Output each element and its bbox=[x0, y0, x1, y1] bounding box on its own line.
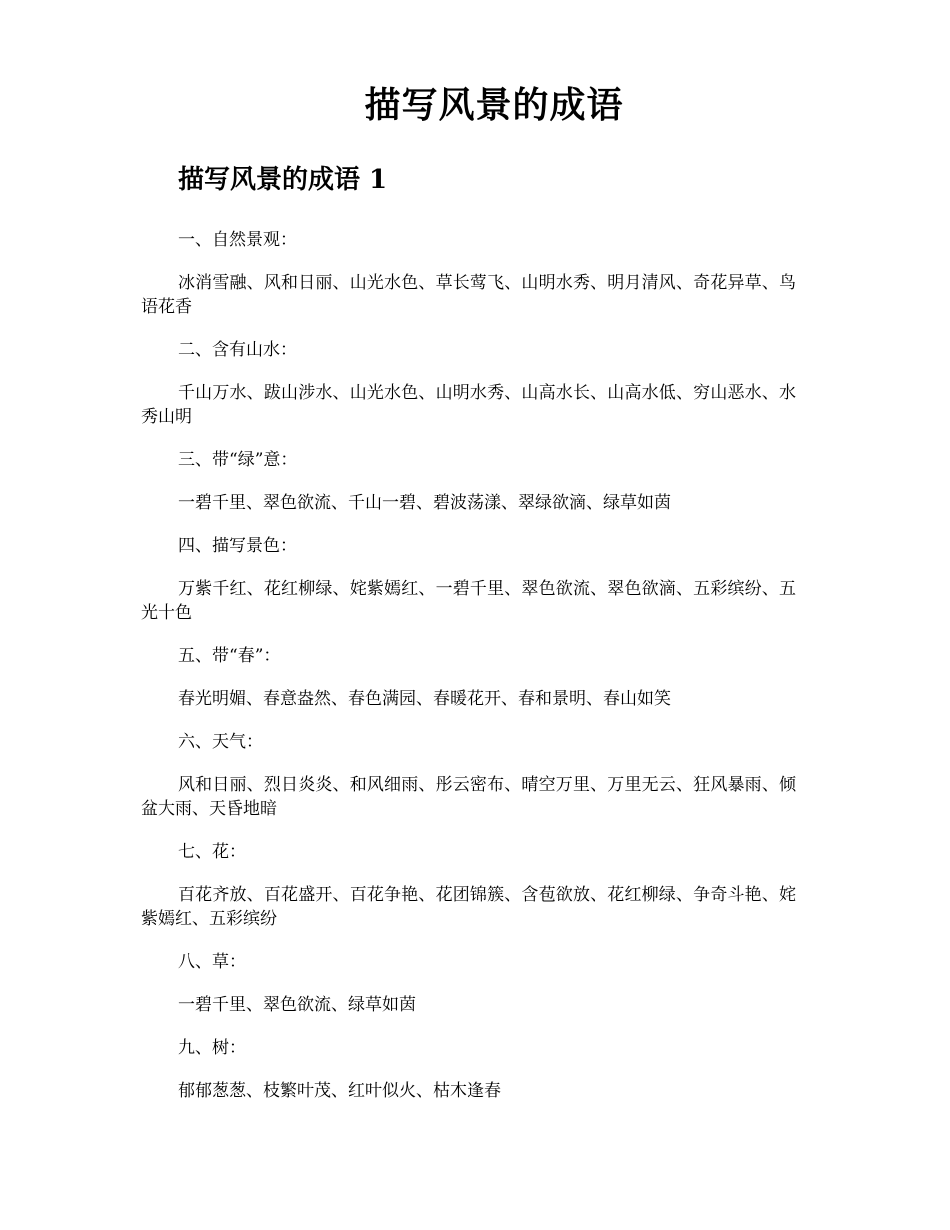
category-label: 一、自然景观： bbox=[178, 230, 297, 250]
idiom-list: 冰消雪融、风和日丽、山光水色、草长莺飞、山明水秀、明月清风、奇花异草、鸟语花香 bbox=[141, 273, 796, 317]
category-label: 四、描写景色： bbox=[178, 536, 297, 556]
category-label: 七、花： bbox=[178, 842, 246, 862]
idiom-list: 春光明媚、春意盎然、春色满园、春暖花开、春和景明、春山如笑 bbox=[178, 689, 671, 709]
document-body bbox=[141, 228, 796, 1122]
idiom-list: 万紫千红、花红柳绿、姹紫嫣红、一碧千里、翠色欲流、翠色欲滴、五彩缤纷、五光十色 bbox=[141, 579, 796, 623]
category-label: 二、含有山水： bbox=[178, 340, 297, 360]
category-label: 五、带“春”： bbox=[178, 646, 281, 666]
category-label: 九、树： bbox=[178, 1038, 246, 1058]
idiom-list: 千山万水、跋山涉水、山光水色、山明水秀、山高水长、山高水低、穷山恶水、水秀山明 bbox=[141, 383, 796, 427]
category-label: 三、带“绿”意： bbox=[178, 450, 298, 470]
section-heading: 描写风景的成语 1 bbox=[178, 165, 388, 195]
idiom-list: 风和日丽、烈日炎炎、和风细雨、彤云密布、晴空万里、万里无云、狂风暴雨、倾盆大雨、天昏地暗 bbox=[141, 775, 796, 819]
idiom-list: 一碧千里、翠色欲流、千山一碧、碧波荡漾、翠绿欲滴、绿草如茵 bbox=[178, 493, 671, 513]
idiom-list: 百花齐放、百花盛开、百花争艳、花团锦簇、含苞欲放、花红柳绿、争奇斗艳、姹紫嫣红、五彩缤纷 bbox=[141, 885, 796, 929]
idiom-list: 一碧千里、翠色欲流、绿草如茵 bbox=[178, 995, 416, 1015]
category-label: 六、天气： bbox=[178, 732, 263, 752]
idiom-list: 郁郁葱葱、枝繁叶茂、红叶似火、枯木逢春 bbox=[178, 1081, 501, 1101]
category-label: 八、草： bbox=[178, 952, 246, 972]
document-title: 描写风景的成语 bbox=[364, 84, 624, 126]
